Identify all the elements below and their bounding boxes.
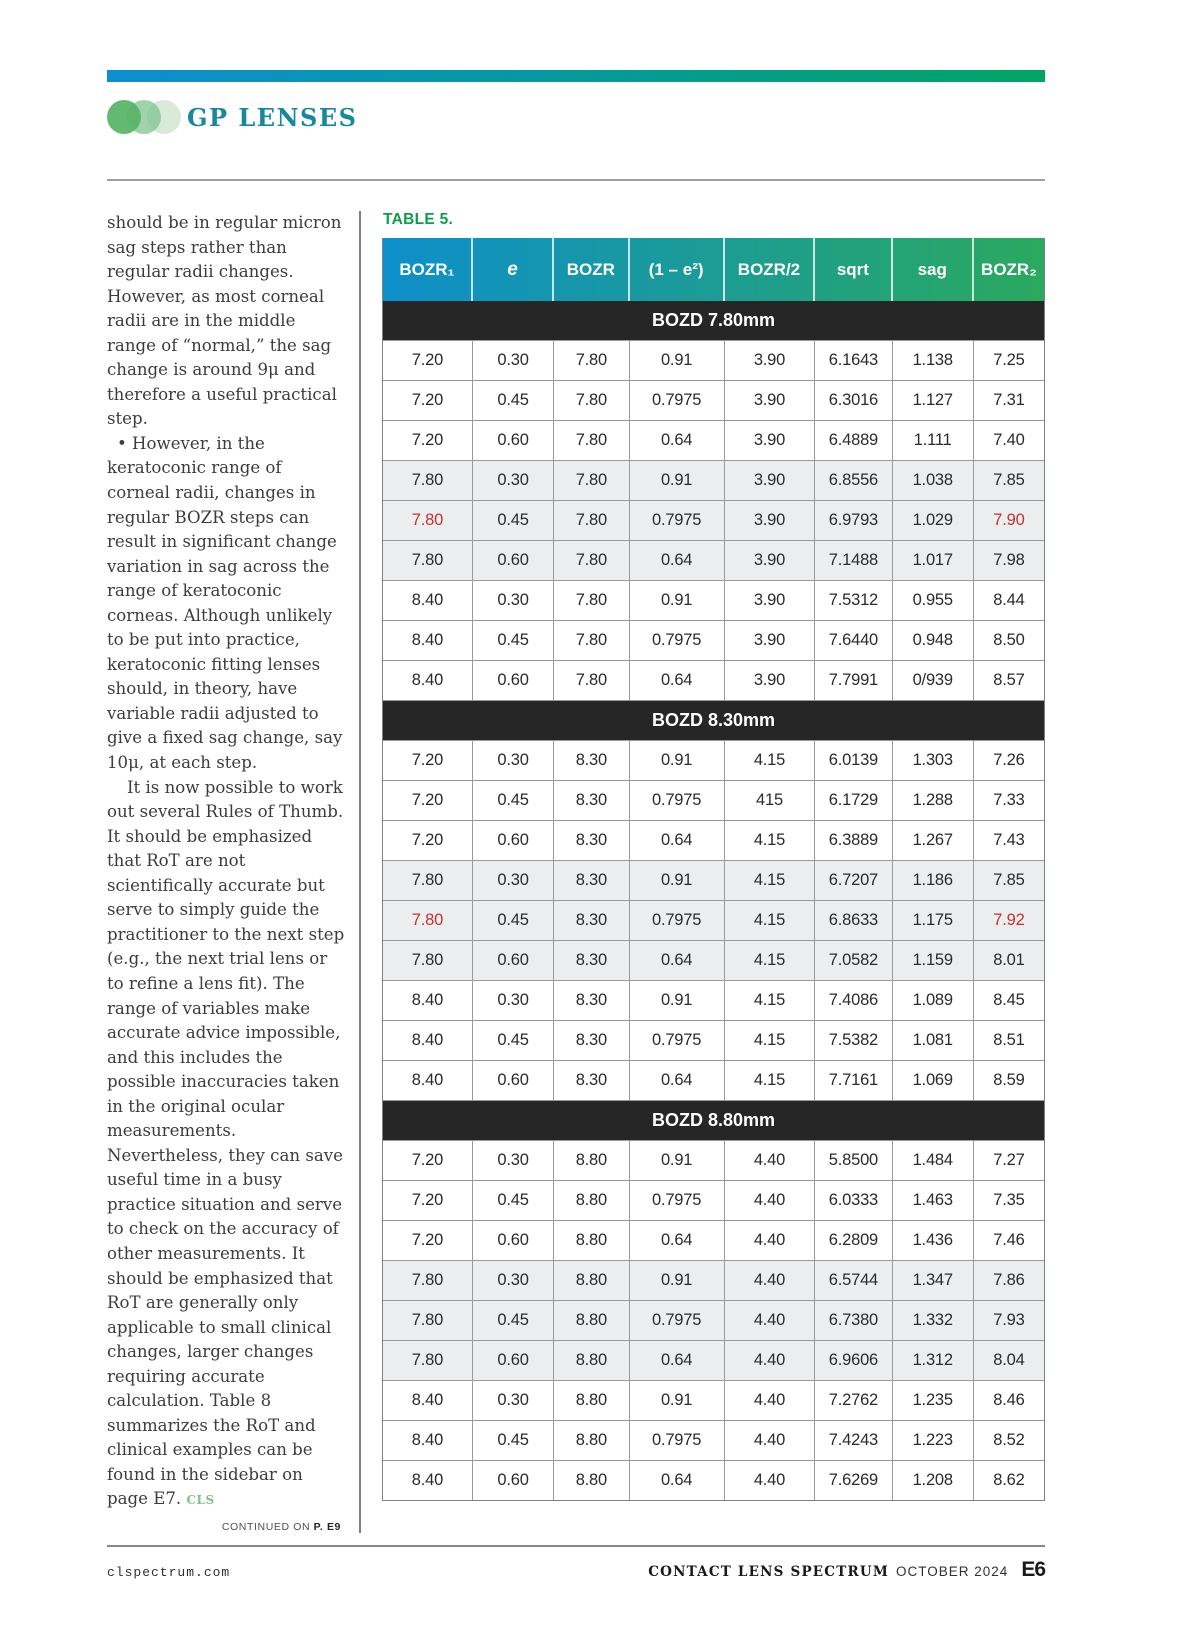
table-cell: 0.60 bbox=[473, 1061, 554, 1100]
article-paragraph: • However, in the keratoconic range of corneal radii, changes in regular BOZR steps can result in significant change variation in sag across the range of keratoconic corneas. Although unlikely to be put into practice, keratoconic fitting lenses should, in theory, have variable radii adjusted to give a fixed sag change, say 10μ, at each step. bbox=[107, 433, 343, 773]
table-cell: 7.40 bbox=[993, 431, 1025, 449]
table-cell: 3.90 bbox=[725, 501, 816, 540]
table-cell: 8.80 bbox=[554, 1141, 629, 1180]
table-cell: 0.7975 bbox=[630, 1421, 725, 1460]
table-cell: 1.017 bbox=[893, 541, 974, 580]
table-cell: 3.90 bbox=[725, 421, 816, 460]
table-cell: 3.90 bbox=[725, 341, 816, 380]
article-text-column bbox=[107, 211, 359, 1533]
data-table bbox=[382, 238, 1045, 1501]
table-cell: 3.90 bbox=[725, 461, 816, 500]
table-row bbox=[383, 541, 1044, 581]
table-cell: 8.40 bbox=[383, 981, 473, 1020]
table-section-header: BOZD 7.80mm bbox=[383, 301, 1044, 341]
table-cell: 0.64 bbox=[630, 941, 725, 980]
table-cell: 8.80 bbox=[554, 1341, 629, 1380]
table-cell: 8.44 bbox=[993, 591, 1025, 609]
table-row bbox=[383, 941, 1044, 981]
table-cell: 4.15 bbox=[725, 901, 816, 940]
table-cell: 0.60 bbox=[473, 941, 554, 980]
table-row bbox=[383, 1341, 1044, 1381]
table-cell: 7.80 bbox=[554, 581, 629, 620]
table-cell: 8.30 bbox=[554, 941, 629, 980]
table-cell: 1.288 bbox=[893, 781, 974, 820]
table-cell: 7.20 bbox=[383, 341, 473, 380]
table-cell: 6.5744 bbox=[815, 1261, 892, 1300]
table-cell: 8.50 bbox=[993, 631, 1025, 649]
table-row bbox=[383, 581, 1044, 621]
table-cell: 0.45 bbox=[473, 501, 554, 540]
table-cell: 8.51 bbox=[993, 1031, 1025, 1049]
two-column-layout bbox=[107, 211, 1045, 1533]
table-cell: 8.40 bbox=[383, 1061, 473, 1100]
table-cell: 7.31 bbox=[993, 391, 1025, 409]
table-cell: 7.80 bbox=[554, 461, 629, 500]
table-cell: 3.90 bbox=[725, 661, 816, 700]
table-cell: 415 bbox=[725, 781, 816, 820]
table-cell: 7.20 bbox=[383, 781, 473, 820]
footer-rule bbox=[107, 1545, 1045, 1547]
table-cell: 8.80 bbox=[554, 1221, 629, 1260]
table-cell: 4.40 bbox=[725, 1181, 816, 1220]
table-cell: 7.86 bbox=[993, 1271, 1025, 1289]
table-cell: 1.463 bbox=[893, 1181, 974, 1220]
table-cell: 1.223 bbox=[893, 1421, 974, 1460]
table-cell: 7.80 bbox=[383, 1301, 473, 1340]
table-column bbox=[361, 211, 1045, 1533]
table-row bbox=[383, 621, 1044, 661]
table-cell: 7.35 bbox=[993, 1191, 1025, 1209]
magazine-page bbox=[107, 0, 1045, 1533]
table-cell: 0.91 bbox=[630, 1141, 725, 1180]
table-cell: 1.186 bbox=[893, 861, 974, 900]
table-cell: 6.7207 bbox=[815, 861, 892, 900]
table-cell: 1.175 bbox=[893, 901, 974, 940]
table-cell: 6.4889 bbox=[815, 421, 892, 460]
header-rule bbox=[107, 179, 1045, 181]
table-cell: 7.5312 bbox=[815, 581, 892, 620]
table-cell: 0.64 bbox=[630, 821, 725, 860]
table-cell: 0.30 bbox=[473, 461, 554, 500]
folio-page-number: E6 bbox=[1021, 1558, 1045, 1581]
table-cell: 8.30 bbox=[554, 861, 629, 900]
table-cell: 7.80 bbox=[554, 501, 629, 540]
table-row bbox=[383, 1061, 1044, 1101]
table-cell: 7.20 bbox=[383, 1141, 473, 1180]
table-cell: 8.40 bbox=[383, 581, 473, 620]
footer-website: clspectrum.com bbox=[107, 1565, 231, 1580]
footer-right bbox=[648, 1558, 1045, 1582]
table-section-header: BOZD 8.80mm bbox=[383, 1101, 1044, 1141]
table-cell: 6.9606 bbox=[815, 1341, 892, 1380]
table-cell: 1.332 bbox=[893, 1301, 974, 1340]
continued-prefix: CONTINUED ON bbox=[221, 1520, 314, 1533]
table-cell: 0.60 bbox=[473, 421, 554, 460]
table-cell: 7.80 bbox=[554, 661, 629, 700]
table-cell: 8.30 bbox=[554, 781, 629, 820]
table-cell: 6.0333 bbox=[815, 1181, 892, 1220]
column-header: BOZR/2 bbox=[725, 238, 816, 301]
table-cell: 7.90 bbox=[993, 511, 1025, 529]
table-cell: 8.59 bbox=[993, 1071, 1025, 1089]
table-cell: 3.90 bbox=[725, 621, 816, 660]
table-cell: 1.138 bbox=[893, 341, 974, 380]
table-row bbox=[383, 901, 1044, 941]
table-cell: 7.43 bbox=[993, 831, 1025, 849]
column-header: (1 – e²) bbox=[630, 238, 725, 301]
table-cell: 7.80 bbox=[383, 861, 473, 900]
table-cell: 1.312 bbox=[893, 1341, 974, 1380]
table-cell: 1.436 bbox=[893, 1221, 974, 1260]
table-row bbox=[383, 341, 1044, 381]
section-kicker: GP LENSES bbox=[187, 102, 358, 132]
table-cell: 0.955 bbox=[893, 581, 974, 620]
section-kicker-row bbox=[107, 99, 1045, 135]
table-cell: 0.7975 bbox=[630, 781, 725, 820]
table-row bbox=[383, 1261, 1044, 1301]
table-cell: 0.60 bbox=[473, 1341, 554, 1380]
table-cell: 7.80 bbox=[383, 941, 473, 980]
table-cell: 8.30 bbox=[554, 1021, 629, 1060]
table-cell: 0.64 bbox=[630, 1461, 725, 1500]
table-cell: 6.7380 bbox=[815, 1301, 892, 1340]
table-cell: 1.303 bbox=[893, 741, 974, 780]
table-cell: 7.4243 bbox=[815, 1421, 892, 1460]
table-cell: 0.60 bbox=[473, 1221, 554, 1260]
magazine-title: CONTACT LENS SPECTRUM bbox=[648, 1564, 890, 1580]
table-row bbox=[383, 861, 1044, 901]
table-cell: 0.91 bbox=[630, 981, 725, 1020]
table-cell: 0.45 bbox=[473, 1301, 554, 1340]
table-cell: 7.2762 bbox=[815, 1381, 892, 1420]
table-cell: 4.15 bbox=[725, 741, 816, 780]
table-cell: 0.91 bbox=[630, 741, 725, 780]
table-cell: 0.45 bbox=[473, 1421, 554, 1460]
table-cell: 1.089 bbox=[893, 981, 974, 1020]
table-cell: 7.20 bbox=[383, 381, 473, 420]
table-cell: 1.267 bbox=[893, 821, 974, 860]
table-cell: 0.60 bbox=[473, 1461, 554, 1500]
table-cell: 7.46 bbox=[993, 1231, 1025, 1249]
table-cell: 6.3889 bbox=[815, 821, 892, 860]
table-cell: 8.80 bbox=[554, 1461, 629, 1500]
table-cell: 4.15 bbox=[725, 941, 816, 980]
table-cell: 7.20 bbox=[383, 421, 473, 460]
table-cell: 7.85 bbox=[993, 871, 1025, 889]
table-row bbox=[383, 461, 1044, 501]
table-cell: 0.64 bbox=[630, 421, 725, 460]
table-row bbox=[383, 1301, 1044, 1341]
table-cell: 8.30 bbox=[554, 1061, 629, 1100]
table-row bbox=[383, 981, 1044, 1021]
table-cell: 7.25 bbox=[993, 351, 1025, 369]
table-cell: 7.26 bbox=[993, 751, 1025, 769]
table-cell: 8.30 bbox=[554, 901, 629, 940]
table-cell: 7.20 bbox=[383, 1221, 473, 1260]
table-cell: 7.0582 bbox=[815, 941, 892, 980]
table-row bbox=[383, 661, 1044, 701]
table-cell: 7.20 bbox=[383, 1181, 473, 1220]
table-cell: 7.1488 bbox=[815, 541, 892, 580]
table-cell: 0.91 bbox=[630, 461, 725, 500]
table-cell: 8.30 bbox=[554, 821, 629, 860]
table-cell: 6.1643 bbox=[815, 341, 892, 380]
table-cell: 0.64 bbox=[630, 1061, 725, 1100]
table-cell: 6.2809 bbox=[815, 1221, 892, 1260]
table-cell: 1.484 bbox=[893, 1141, 974, 1180]
table-cell: 8.80 bbox=[554, 1261, 629, 1300]
table-cell: 1.081 bbox=[893, 1021, 974, 1060]
table-cell: 0.45 bbox=[473, 781, 554, 820]
table-caption: TABLE 5. bbox=[383, 211, 454, 228]
table-row bbox=[383, 1221, 1044, 1261]
table-cell: 8.80 bbox=[554, 1421, 629, 1460]
table-cell: 0.30 bbox=[473, 1381, 554, 1420]
table-cell: 0.30 bbox=[473, 981, 554, 1020]
table-cell: 0.30 bbox=[473, 1261, 554, 1300]
table-cell: 3.90 bbox=[725, 581, 816, 620]
table-cell: 0.64 bbox=[630, 661, 725, 700]
table-cell: 8.57 bbox=[993, 671, 1025, 689]
table-cell: 7.80 bbox=[383, 1341, 473, 1380]
table-cell: 7.27 bbox=[993, 1151, 1025, 1169]
table-cell: 0.7975 bbox=[630, 501, 725, 540]
table-cell: 7.6269 bbox=[815, 1461, 892, 1500]
table-cell: 7.6440 bbox=[815, 621, 892, 660]
table-cell: 7.80 bbox=[383, 1261, 473, 1300]
column-header: sag bbox=[893, 238, 974, 301]
table-section-header: BOZD 8.30mm bbox=[383, 701, 1044, 741]
table-row bbox=[383, 1421, 1044, 1461]
table-row bbox=[383, 821, 1044, 861]
continued-on-note bbox=[107, 1521, 345, 1533]
table-cell: 8.40 bbox=[383, 1421, 473, 1460]
table-cell: 0.7975 bbox=[630, 381, 725, 420]
table-cell: 0.91 bbox=[630, 581, 725, 620]
table-row bbox=[383, 1381, 1044, 1421]
issue-date: OCTOBER 2024 bbox=[896, 1564, 1009, 1579]
table-cell: 0.45 bbox=[473, 621, 554, 660]
table-cell: 7.80 bbox=[383, 901, 473, 940]
column-header: e bbox=[473, 238, 554, 301]
column-header: BOZR₁ bbox=[383, 238, 473, 301]
table-cell: 7.80 bbox=[383, 501, 473, 540]
table-cell: 0.30 bbox=[473, 861, 554, 900]
table-cell: 4.15 bbox=[725, 1061, 816, 1100]
table-cell: 0.7975 bbox=[630, 621, 725, 660]
table-cell: 7.92 bbox=[993, 911, 1025, 929]
table-cell: 8.04 bbox=[993, 1351, 1025, 1369]
table-cell: 8.40 bbox=[383, 661, 473, 700]
continued-page-ref: P. E9 bbox=[313, 1520, 341, 1533]
table-cell: 0.45 bbox=[473, 381, 554, 420]
table-cell: 5.8500 bbox=[815, 1141, 892, 1180]
table-cell: 4.40 bbox=[725, 1261, 816, 1300]
table-row bbox=[383, 781, 1044, 821]
table-cell: 8.80 bbox=[554, 1381, 629, 1420]
table-cell: 0.7975 bbox=[630, 1181, 725, 1220]
table-cell: 8.40 bbox=[383, 1461, 473, 1500]
table-row bbox=[383, 421, 1044, 461]
table-cell: 1.159 bbox=[893, 941, 974, 980]
table-cell: 8.40 bbox=[383, 621, 473, 660]
table-cell: 0.91 bbox=[630, 1261, 725, 1300]
table-cell: 8.80 bbox=[554, 1301, 629, 1340]
table-cell: 0.91 bbox=[630, 861, 725, 900]
table-cell: 8.52 bbox=[993, 1431, 1025, 1449]
table-cell: 1.038 bbox=[893, 461, 974, 500]
table-cell: 3.90 bbox=[725, 381, 816, 420]
table-cell: 8.62 bbox=[993, 1471, 1025, 1489]
table-header-row bbox=[383, 238, 1044, 301]
table-cell: 7.20 bbox=[383, 741, 473, 780]
table-cell: 4.40 bbox=[725, 1421, 816, 1460]
table-cell: 4.15 bbox=[725, 861, 816, 900]
table-cell: 0.64 bbox=[630, 1221, 725, 1260]
table-cell: 8.30 bbox=[554, 741, 629, 780]
table-cell: 7.80 bbox=[383, 541, 473, 580]
article-paragraph bbox=[107, 776, 345, 1513]
column-header: sqrt bbox=[815, 238, 892, 301]
table-cell: 7.80 bbox=[554, 381, 629, 420]
table-row bbox=[383, 1181, 1044, 1221]
table-cell: 7.80 bbox=[554, 621, 629, 660]
table-cell: 0.91 bbox=[630, 341, 725, 380]
table-cell: 4.40 bbox=[725, 1381, 816, 1420]
table-cell: 0.60 bbox=[473, 541, 554, 580]
table-cell: 7.93 bbox=[993, 1311, 1025, 1329]
table-cell: 0.7975 bbox=[630, 1021, 725, 1060]
table-cell: 1.347 bbox=[893, 1261, 974, 1300]
table-cell: 8.30 bbox=[554, 981, 629, 1020]
table-cell: 7.80 bbox=[554, 541, 629, 580]
table-cell: 0.30 bbox=[473, 341, 554, 380]
table-cell: 0.45 bbox=[473, 1181, 554, 1220]
table-cell: 4.15 bbox=[725, 821, 816, 860]
table-cell: 7.7161 bbox=[815, 1061, 892, 1100]
table-cell: 4.40 bbox=[725, 1141, 816, 1180]
table-cell: 6.8556 bbox=[815, 461, 892, 500]
top-accent-bar bbox=[107, 70, 1045, 82]
table-row bbox=[383, 1461, 1044, 1500]
table-cell: 8.01 bbox=[993, 951, 1025, 969]
table-cell: 4.40 bbox=[725, 1301, 816, 1340]
table-row bbox=[383, 741, 1044, 781]
table-cell: 0.64 bbox=[630, 541, 725, 580]
table-cell: 6.9793 bbox=[815, 501, 892, 540]
table-cell: 8.40 bbox=[383, 1021, 473, 1060]
table-cell: 7.98 bbox=[993, 551, 1025, 569]
table-cell: 6.8633 bbox=[815, 901, 892, 940]
table-cell: 8.45 bbox=[993, 991, 1025, 1009]
table-cell: 0.7975 bbox=[630, 1301, 725, 1340]
table-cell: 4.40 bbox=[725, 1221, 816, 1260]
column-header: BOZR₂ bbox=[981, 259, 1037, 279]
table-cell: 0/939 bbox=[893, 661, 974, 700]
table-cell: 0.7975 bbox=[630, 901, 725, 940]
table-cell: 0.45 bbox=[473, 1021, 554, 1060]
table-cell: 8.40 bbox=[383, 1381, 473, 1420]
table-cell: 0.60 bbox=[473, 821, 554, 860]
table-cell: 1.111 bbox=[893, 421, 974, 460]
table-cell: 1.029 bbox=[893, 501, 974, 540]
table-row bbox=[383, 1021, 1044, 1061]
table-cell: 1.235 bbox=[893, 1381, 974, 1420]
table-cell: 7.80 bbox=[383, 461, 473, 500]
table-row bbox=[383, 381, 1044, 421]
table-cell: 7.4086 bbox=[815, 981, 892, 1020]
table-cell: 7.80 bbox=[554, 341, 629, 380]
table-cell: 0.64 bbox=[630, 1341, 725, 1380]
table-cell: 0.30 bbox=[473, 741, 554, 780]
table-cell: 1.127 bbox=[893, 381, 974, 420]
table-cell: 1.069 bbox=[893, 1061, 974, 1100]
table-cell: 3.90 bbox=[725, 541, 816, 580]
table-cell: 4.15 bbox=[725, 1021, 816, 1060]
table-cell: 0.91 bbox=[630, 1381, 725, 1420]
table-cell: 6.1729 bbox=[815, 781, 892, 820]
paragraph-text: It is now possible to work out several Rules of Thumb. It should be emphasized that RoT are not scientifically accurate but serve to simply guide the practitioner to the next step (e.g., the next trial lens or to refine a lens fit). The range of variables make accurate advice impossible, and this includes the possible inaccuracies taken in the original ocular measurements. Nevertheless, they can save useful time in a busy practice situation and serve to check on the accuracy of other measurements. It should be emphasized that RoT are generally only applicable to small clinical changes, larger changes requiring accurate calculation. Table 8 summarizes the RoT and clinical examples can be found in the sidebar on page E7. bbox=[107, 777, 345, 1509]
table-row bbox=[383, 1141, 1044, 1181]
table-cell: 7.20 bbox=[383, 821, 473, 860]
table-cell: 8.46 bbox=[993, 1391, 1025, 1409]
table-cell: 8.80 bbox=[554, 1181, 629, 1220]
table-cell: 0.948 bbox=[893, 621, 974, 660]
table-cell: 7.5382 bbox=[815, 1021, 892, 1060]
table-cell: 4.40 bbox=[725, 1461, 816, 1500]
table-cell: 6.3016 bbox=[815, 381, 892, 420]
table-cell: 0.30 bbox=[473, 1141, 554, 1180]
column-header: BOZR bbox=[554, 238, 629, 301]
table-cell: 7.33 bbox=[993, 791, 1025, 809]
table-cell: 1.208 bbox=[893, 1461, 974, 1500]
table-cell: 7.7991 bbox=[815, 661, 892, 700]
table-cell: 0.30 bbox=[473, 581, 554, 620]
table-body bbox=[383, 301, 1044, 1500]
end-of-article-badge: CLS bbox=[186, 1493, 215, 1508]
table-cell: 7.85 bbox=[993, 471, 1025, 489]
table-cell: 0.60 bbox=[473, 661, 554, 700]
article-paragraph: should be in regular micron sag steps rather than regular radii changes. However, as most corneal radii are in the middle range of “normal,” the sag change is around 9μ and therefore a useful practical step. bbox=[107, 213, 342, 429]
table-row bbox=[383, 501, 1044, 541]
page-footer bbox=[107, 1558, 1045, 1582]
lens-dots-icon bbox=[107, 99, 179, 135]
table-cell: 4.40 bbox=[725, 1341, 816, 1380]
table-cell: 7.80 bbox=[554, 421, 629, 460]
table-cell: 0.45 bbox=[473, 901, 554, 940]
table-cell: 6.0139 bbox=[815, 741, 892, 780]
table-cell: 4.15 bbox=[725, 981, 816, 1020]
